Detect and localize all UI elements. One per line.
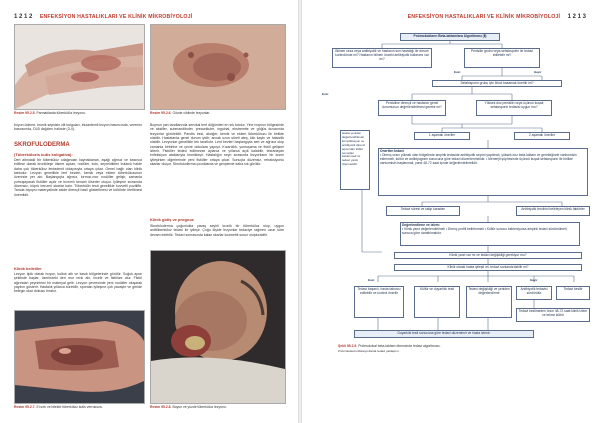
right-page-number: 1 2 1 3 — [567, 14, 586, 20]
photo-hand — [14, 310, 145, 404]
fc-tag-yes-1: Evet — [454, 70, 461, 74]
caption-fingers-label: Resim 95.2.5. — [14, 111, 36, 115]
col1-intro: boyun ödeme, kronik sepsisin cilt bulguları, ekzantemli lezyon basıncında, veremin basıncında, DLB dağılımı halinde (3-4). — [14, 123, 142, 132]
left-page — [0, 0, 298, 423]
fc-followup-title: Değerlendirme ve izlem: — [402, 223, 440, 227]
fingers-illustration — [15, 25, 144, 109]
fc-prior: Sefalosporin grubu için ikinci basamak önerilir mi? — [432, 80, 562, 87]
subheading-prognoz: Klinik gidiş ve prognoz — [150, 217, 194, 222]
caption-hand-label: Resim 95.2.7. — [14, 405, 36, 409]
right-page — [302, 0, 600, 423]
col1-para2: Lezyon tipik olarak boyun, koltuk altı ve kasık bölgelerinde görülür. Soğuk apse şeklinde başlar, üzerindeki deri mor renk alır, incelir ve fistülize olur. Fistül ağzından peynirimsi bir materyal gelir. Lezyon çevresinde yeni nodüller oluşarak yayılım gösterir. Hastalık yıllarca sürebilir, spontan iyileşme çok yavaştır ve geride belirgin skar dokusu bırakır. — [14, 272, 142, 294]
col2-para2: Skrofuloderma çoğunlukla yavaş seyirli kronik bir tüberküloz olup, uygun antitüberküloz tedavi ile iyileşir. Çoğu kişide lezyonlar tedaviye rağmen uzun süre devam edebilir. Tedavi sonrasında kalan skarlar kozmetik sorun oluşturabilir. — [150, 224, 284, 237]
subheading-kutis: (Tüberkülozis kutis koligativa): — [14, 152, 73, 157]
flowchart-note: Pnömokokal enfeksiyonlarda tedavi yaklaşımı. — [338, 349, 400, 353]
fc-one-step: 1 aşamalı öneriler — [414, 132, 470, 140]
fc-assessment: Penisiline dirençli ve hastanın genel durumunun değerlendirilmesi gerekir mi? — [378, 100, 446, 116]
caption-fingers — [14, 111, 143, 115]
fc-tag-yes-3: Evet — [368, 278, 375, 282]
col2-para1: Boynun yan taraflarında servikal lenf düğümleri en sık tutulur. Yine boynun bölgesinde ve aksiller, submandibuler, preaurikuler, inguinal, ekstremite ve göğüs duvarında lezyonlar görülebilir. Parotis bezi, akciğer, kemik ve eklem tüberkülozu ile birlikte olabilir. Hastalarda genel durum iyidir, ancak uzun süreli ateş, kilo kaybı ve halsizlik olabilir. Lezyonlar genellikle tek taraflıdır. Lenf bezleri başlangıçta sert ve ağrısız olup zamanla birbirine ve çevre dokulara yapışır. Kızarıklık, yumuşama ve fistül gelişimi izlenir. Fistüller tedavi edilmezse aylarca ve yıllarca açık kalabilir, tekrarlayan enfeksiyon ataklarıyla kronikleşir. Hastalığın seyri sırasında lezyonların bir kısmı iyileşirken diğerlerinde yeni fistüller ortaya çıkar. Sonuçta düzensiz, retraksiyonlu skarlar oluşur. Skrofuloderma çocuklarda ve gençlerde daha sık görülür. — [150, 123, 284, 167]
fc-sidebar: Hasta yeniden değerlendirilmeli, komplikasyon ve antibiyotik direnci açısından kültür sonuçları beklenmeli ve tedavi yanıtı izlenmelidir. — [340, 130, 370, 190]
caption-face — [150, 405, 284, 409]
caption-face-label: Resim 95.2.8. — [150, 405, 172, 409]
fc-title: Pnömokokların Beta-laktamlara Algoritması (Ⅱ) — [400, 33, 500, 41]
fc-bottom: Duyarlılık testi sonucuna göre tedavi düzenlenir ve hasta izlenir. — [354, 330, 534, 338]
flowchart-caption — [338, 344, 588, 348]
section-heading: SKROFULODERMA — [14, 142, 70, 148]
caption-hand-text: El sırtı ve bilekte tüberküloz kutis verrukoza. — [36, 405, 103, 409]
flowchart — [302, 0, 600, 423]
col1-para1: Deri altındaki bir tüberküloz odağından kaynaklanan, aşağı ağrısız ve basınca edilirse olarak kronikleşir ülsere açılan, nodüler, kolu, seyreldikten bulanık halde daha çok tüberküloz lenfadenit dolayısıyla ortaya çıkar. Genel bağlı olan klinik tablodur. Lezyon genellikle lenf bezleri, kemik veya eklem tüberkülozunun üzerinde yer alır. Başlangıçta ağrısız, kırmızı-mor nodüller gelişir, zamanla yumuşayarak fistüller açılır ve kıvrımlı kenarlı ülserler oluşur. İyileşme sırasında düzensiz, köprü benzeri skarlar kalır. Tüberkülin testi genellikle kuvvetli pozitiftir. Tanıda biyopsi materyalinde aside dirençli basil gösterilmesi ve kültürde üretilmesi önemlidir. — [14, 158, 142, 197]
fc-followup-text: • Klinik yanıt değerlendirilmeli • Direnç profili belirlenmeli • Kültür sonucu bekleniyorsa ampirik tedavi sürdürülmeli, sonuca göre daraltılmalıdır. — [402, 226, 568, 235]
fc-first-line: Penisilin grubu veya sefalosporin ile tedavi edilebilir mi? — [464, 48, 540, 68]
fc-out2: Kültür ve duyarlılık testi — [414, 286, 460, 318]
left-running-title: ENFEKSİYON HASTALIKLARI VE KLİNİK MİKROBİYOLOJİ — [39, 14, 193, 20]
caption-hand — [14, 405, 143, 409]
subheading-klinik: Klinik belirtiler — [14, 266, 42, 271]
hand-illustration — [15, 311, 144, 403]
fc-bullet-list: • Direnç oranı yüksek olan bölgelerde ampirik tedavide antibiyotik seçimi yapılmalı, yüksek doz beta-laktam ve gerektiğinde vankomisin eklenmeli, kültür ve antibiyogram sonucuna göre tedavi düzenlenmelidir. • Menenjit şüphesinde üçüncü kuşak sefalosporin ile birlikte vankomisin başlanmalı, yanıt 48-72 saat içinde değerlendirilmelidir. — [380, 152, 577, 165]
fc-two-step: 2 aşamalı öneriler — [514, 132, 570, 140]
caption-trunk-label: Resim 95.2.6. — [150, 111, 172, 115]
fc-recommendation-title: Önerilen tedavi — [380, 149, 404, 153]
flowchart-caption-label: Şekil 95.2.9. — [338, 344, 358, 348]
fc-tag-no-3: Hayır — [530, 278, 538, 282]
photo-fingers — [14, 24, 145, 110]
fc-followup — [400, 222, 580, 246]
caption-face-text: Boyun ve yüzde tüberküloz lezyonu. — [172, 405, 227, 409]
left-page-number: 1 2 1 2 — [14, 14, 33, 20]
fc-bullets — [378, 148, 588, 196]
photo-trunk — [150, 24, 286, 110]
fc-out6: Tedavi kesilmeden önce 48-72 saat klinik izlem ve tekrar kültür — [516, 308, 590, 322]
flowchart-caption-text: Pnömokokal beta-laktam direncinde tedavi algoritması. — [358, 344, 441, 348]
fc-decision: Klinik yanıt var mı ve tedavi değişikliği gerekiyor mu? — [394, 252, 582, 259]
fc-question2: Yüksek doz penisilin veya üçüncü kuşak sefalosporin tedavisi uygun mu? — [476, 100, 552, 116]
photo-face — [150, 250, 286, 404]
fc-out4: Antibiyotik tedavisi sürdürülür — [516, 286, 552, 300]
left-header — [14, 14, 192, 20]
face-illustration — [151, 251, 285, 403]
fc-out3: Tedavi değişikliği ve yeniden değerlendirme — [466, 286, 512, 318]
fc-treat-left: Tedavi süresi ve takip kararları — [386, 206, 460, 216]
fc-tag-yes-2: Evet — [322, 92, 329, 96]
fc-final-q: Klinik olarak hasta iyileşti mi, tedavi sonlandırılabilir mi? — [394, 264, 582, 271]
fc-context: Bilinen ceza veya antibiyotik ve hastanın son hastalığı ile durum kontrolünde mi? Hastanın bilinen önceki antibiyotik kullanımı var mı? — [332, 48, 432, 68]
caption-trunk — [150, 111, 284, 115]
trunk-illustration — [151, 25, 285, 109]
caption-fingers-text: Parmaklarda tüberkülöz lezyonu. — [36, 111, 86, 115]
fc-out5: Tedavi kesilir — [556, 286, 590, 300]
right-running-title: ENFEKSİYON HASTALIKLARI VE KLİNİK MİKROBİYOLOJİ — [407, 14, 561, 20]
fc-treat-right: Antibiyotik tercihini belirleyen klinik faktörler — [516, 206, 590, 216]
caption-trunk-text: Gövde cildinde lezyonlar. — [172, 111, 211, 115]
fc-out1: Tedavi başarılı, hasta taburcu edilebilir ve kontrol önerilir — [354, 286, 404, 318]
fc-tag-no-1: Hayır — [534, 70, 542, 74]
